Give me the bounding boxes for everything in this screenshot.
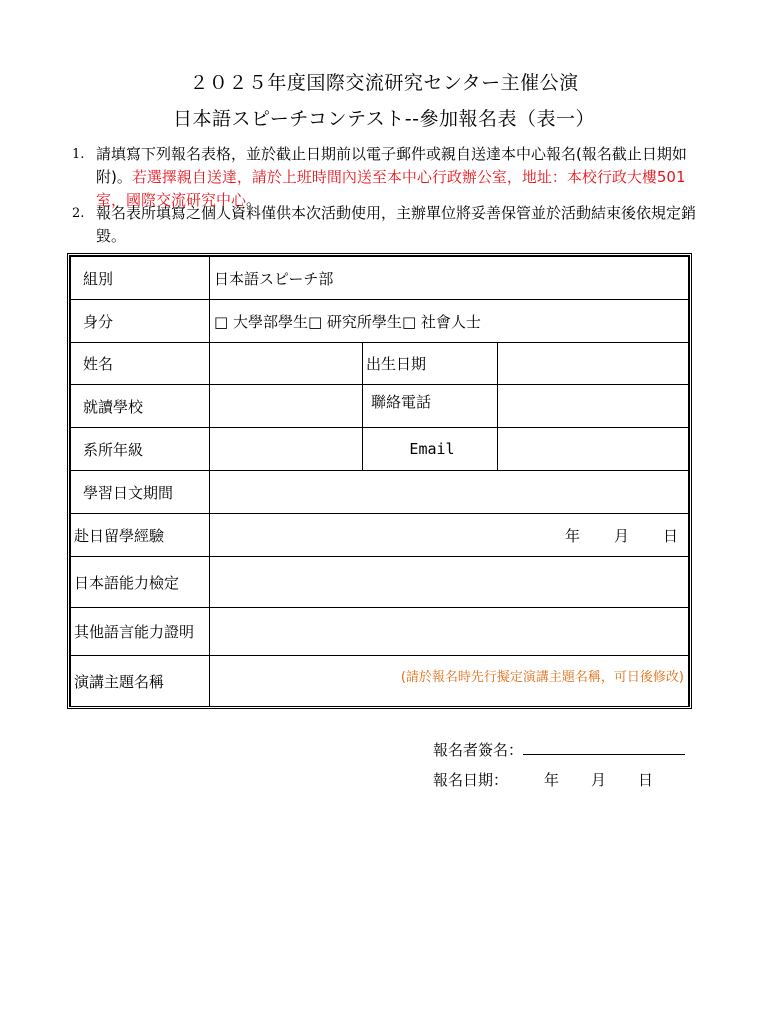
date-unit-year: 年 (564, 526, 580, 545)
identity-label: 身分 (71, 300, 210, 343)
row-speech-topic (71, 656, 689, 707)
checkbox-icon[interactable]: □ (401, 312, 421, 331)
note-1-text: 請填寫下列報名表格，並於截止日期前以電子郵件或親自送達本中心報名(報名截止日期如附)。 (96, 145, 687, 186)
department-label: 系所年級 (71, 428, 210, 471)
jlpt-field[interactable] (210, 557, 689, 608)
date-day-unit: 日 (638, 771, 654, 789)
birthdate-label: 出生日期 (363, 343, 498, 385)
note-number-2: 2. (72, 206, 85, 221)
registration-date (433, 769, 653, 790)
speech-topic-hint: (請於報名時先行擬定演講主題名稱，可日後修改) (400, 670, 684, 685)
identity-option-1[interactable]: 大學部學生 (232, 312, 308, 331)
phone-label: 聯絡電話 (363, 385, 498, 428)
identity-option-3[interactable]: 社會人士 (420, 312, 481, 331)
row-other-language (71, 608, 689, 656)
jlpt-label: 日本語能力檢定 (71, 557, 210, 608)
note-2: 報名表所填寫之個人資料僅供本次活動使用，主辦單位將妥善保管並於活動結束後依規定銷毀。 (96, 204, 697, 245)
date-label: 報名日期： (433, 771, 509, 789)
row-japan-experience (71, 514, 689, 557)
speech-topic-field[interactable] (210, 656, 689, 707)
date-year-unit: 年 (544, 771, 560, 789)
identity-option-2[interactable]: 研究所學生 (326, 312, 402, 331)
form-title-line2: 日本語スピーチコンテスト--參加報名表（表一） (173, 108, 595, 130)
note-1-highlight: 若選擇親自送達，請於上班時間內送至本中心行政辦公室，地址：本校行政大樓501室，國際交流研究中心 (96, 168, 686, 209)
registration-form (67, 253, 692, 709)
signature-label: 報名者簽名： (433, 741, 524, 759)
identity-options (210, 300, 689, 343)
row-department (71, 428, 689, 471)
other-language-field[interactable] (210, 608, 689, 656)
school-field[interactable] (210, 385, 363, 428)
department-field[interactable] (210, 428, 363, 471)
study-period-field[interactable] (210, 471, 689, 514)
form-title-line1: ２０２５年度国際交流研究センター主催公演 (189, 72, 579, 94)
signature-line (433, 739, 685, 760)
note-1-end: 。 (246, 191, 262, 209)
row-name (71, 343, 689, 385)
japan-experience-field[interactable] (210, 514, 689, 557)
row-identity (71, 300, 689, 343)
email-label: Email (363, 428, 498, 471)
speech-topic-label: 演講主題名稱 (71, 656, 210, 707)
note-number-1: 1. (72, 147, 85, 162)
birthdate-field[interactable] (498, 343, 689, 385)
school-label: 就讀學校 (71, 385, 210, 428)
row-jlpt (71, 557, 689, 608)
checkbox-icon[interactable]: □ (214, 312, 233, 331)
date-unit-day: 日 (662, 526, 678, 545)
date-unit-month: 月 (613, 526, 629, 545)
name-field[interactable] (210, 343, 363, 385)
row-group (71, 257, 689, 300)
row-school (71, 385, 689, 428)
phone-field[interactable] (498, 385, 689, 428)
date-month-unit: 月 (591, 771, 607, 789)
signature-field[interactable] (523, 740, 685, 755)
group-value[interactable]: 日本語スピーチ部 (210, 257, 689, 300)
email-field[interactable] (498, 428, 689, 471)
row-study-period (71, 471, 689, 514)
checkbox-icon[interactable]: □ (307, 312, 327, 331)
japan-experience-label: 赴日留學經驗 (71, 514, 210, 557)
group-label: 組別 (71, 257, 210, 300)
other-language-label: 其他語言能力證明 (71, 608, 210, 656)
name-label: 姓名 (71, 343, 210, 385)
study-period-label: 學習日文期間 (71, 471, 210, 514)
